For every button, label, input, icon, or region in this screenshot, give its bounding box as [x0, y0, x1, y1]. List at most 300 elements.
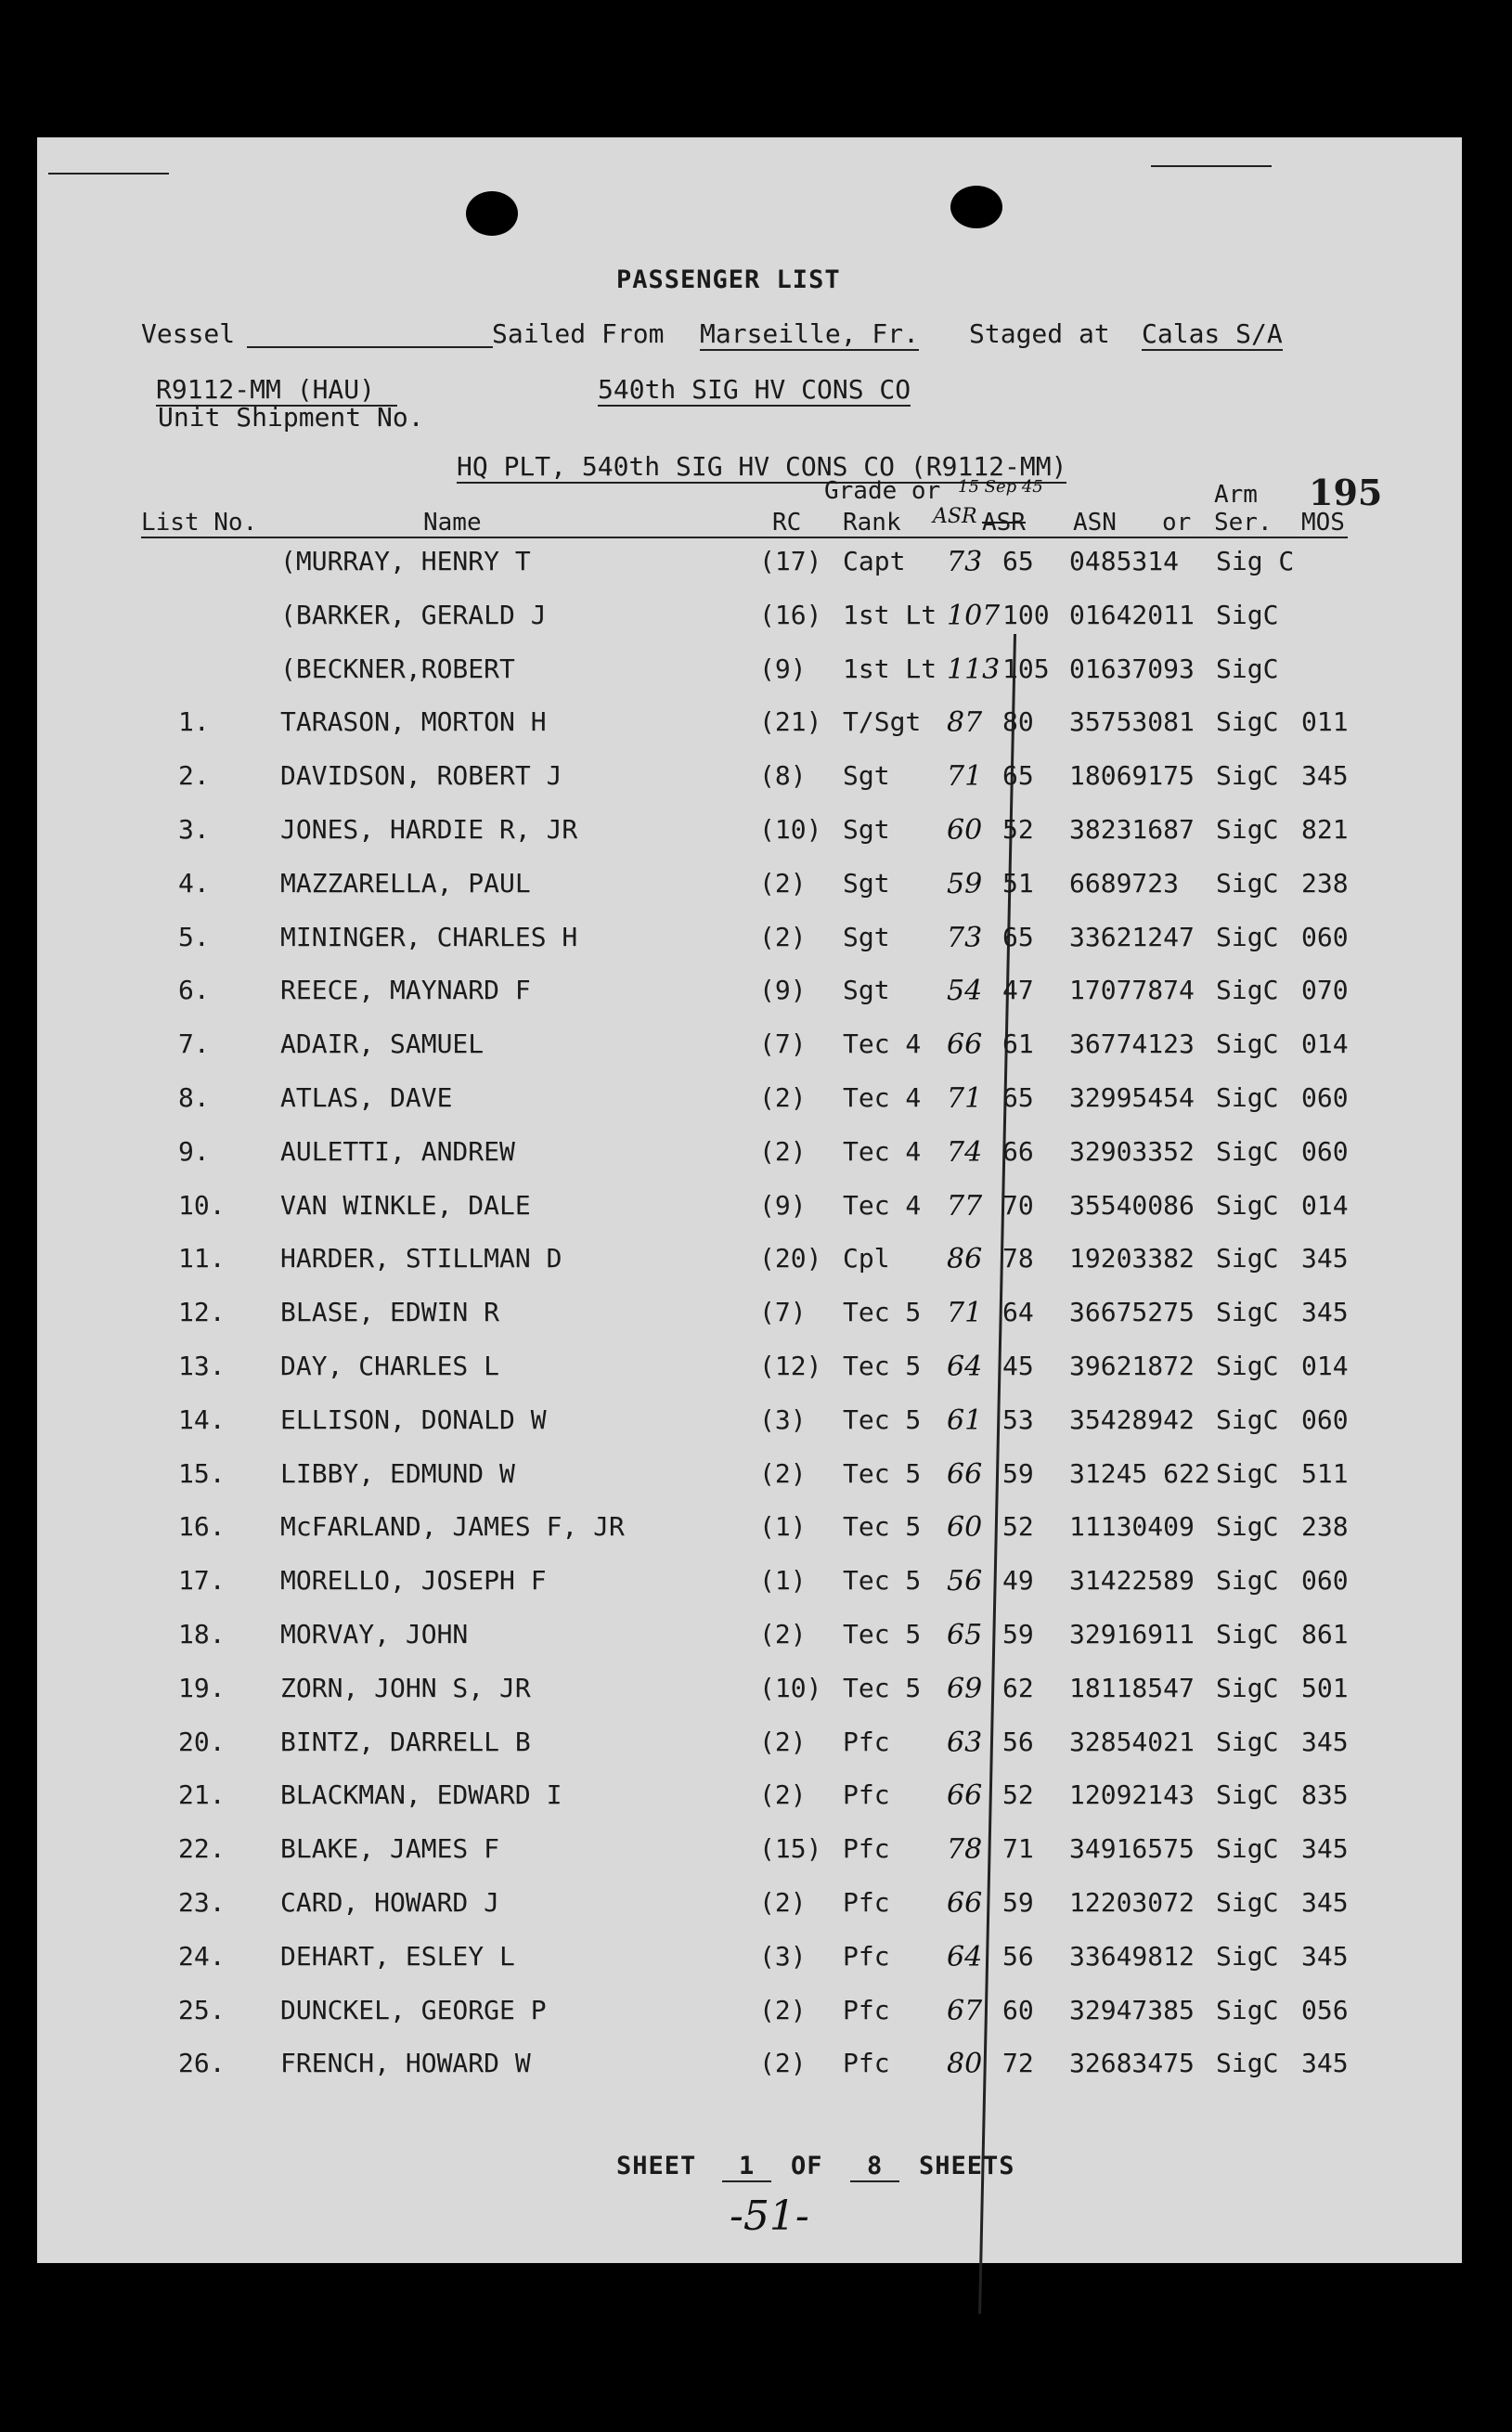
row-name: ELLISON, DONALD W — [280, 1404, 547, 1435]
row-arm: SigC — [1216, 1135, 1279, 1167]
row-name: CARD, HOWARD J — [280, 1887, 500, 1918]
table-row — [37, 1190, 1462, 1227]
row-rc: (2) — [759, 1779, 807, 1811]
row-name: ZORN, JOHN S, JR — [280, 1672, 531, 1703]
row-asr-handwritten: 66 — [947, 1779, 983, 1813]
row-name: MORVAY, JOHN — [280, 1619, 469, 1649]
row-asr-handwritten: 107 — [947, 599, 1001, 632]
row-rc: (1) — [759, 1511, 807, 1543]
row-rc: (2) — [759, 1887, 807, 1918]
row-arm: SigC — [1216, 1351, 1279, 1381]
row-rc: (3) — [759, 1940, 807, 1972]
row-rank: Pfc — [843, 1887, 890, 1918]
row-rank: Tec 4 — [843, 1028, 922, 1060]
row-asn: 36774123 — [1069, 1028, 1195, 1060]
row-asr: 52 — [1002, 1779, 1034, 1811]
row-asr-handwritten: 66 — [947, 1457, 983, 1491]
row-rank: Pfc — [843, 2048, 890, 2079]
row-asr: 47 — [1002, 975, 1034, 1006]
row-rc: (2) — [759, 867, 807, 899]
row-name: MAZZARELLA, PAUL — [280, 867, 531, 899]
sailed-from-value: Marseille, Fr. — [700, 318, 920, 349]
row-mos: 501 — [1301, 1672, 1349, 1703]
row-asn: 38231687 — [1069, 814, 1195, 845]
col-header-arm-top: Arm — [1214, 481, 1258, 509]
row-rank: Pfc — [843, 1994, 890, 2025]
col-header-list-no: List No. — [141, 509, 258, 537]
table-row — [37, 1995, 1462, 2032]
row-asr-handwritten: 63 — [947, 1726, 983, 1759]
row-asr: 52 — [1002, 1511, 1034, 1543]
row-asn: 31422589 — [1069, 1565, 1195, 1597]
row-asn: 12203072 — [1069, 1887, 1195, 1918]
table-row — [37, 653, 1462, 691]
row-rc: (12) — [759, 1351, 822, 1381]
row-rc: (21) — [759, 706, 822, 738]
row-name: DEHART, ESLEY L — [280, 1940, 515, 1972]
row-rc: (2) — [759, 1135, 807, 1167]
unit-shipment-label: Unit Shipment No. — [158, 402, 424, 433]
row-list-number: 5. — [178, 921, 210, 952]
header-rule — [141, 537, 1348, 538]
row-arm: SigC — [1216, 2048, 1279, 2079]
row-asn: 17077874 — [1069, 975, 1195, 1006]
row-name: BLASE, EDWIN R — [280, 1297, 500, 1328]
row-asr: 105 — [1002, 653, 1050, 684]
row-asr-handwritten: 67 — [947, 1994, 983, 2027]
row-list-number: 10. — [178, 1189, 226, 1221]
row-mos: 011 — [1301, 706, 1349, 738]
vessel-blank-line — [247, 346, 493, 348]
row-mos: 511 — [1301, 1457, 1349, 1489]
row-list-number: 23. — [178, 1887, 226, 1918]
row-asn: 11130409 — [1069, 1511, 1195, 1543]
row-name: ADAIR, SAMUEL — [280, 1028, 485, 1060]
row-list-number: 17. — [178, 1565, 226, 1597]
row-asr-handwritten: 54 — [947, 975, 983, 1008]
row-mos: 060 — [1301, 1135, 1349, 1167]
row-name: BLACKMAN, EDWARD I — [280, 1779, 562, 1811]
row-arm: SigC — [1216, 1404, 1279, 1435]
row-rank: Pfc — [843, 1779, 890, 1811]
table-row — [37, 1082, 1462, 1119]
row-rc: (7) — [759, 1028, 807, 1060]
row-asr: 70 — [1002, 1189, 1034, 1221]
row-asr: 72 — [1002, 2048, 1034, 2079]
row-rc: (1) — [759, 1565, 807, 1597]
table-row — [37, 975, 1462, 1012]
row-rank: Pfc — [843, 1726, 890, 1757]
row-asr-handwritten: 69 — [947, 1672, 983, 1705]
row-asr: 56 — [1002, 1726, 1034, 1757]
row-asr: 59 — [1002, 1619, 1034, 1649]
row-rank: Sgt — [843, 814, 890, 845]
row-name: AULETTI, ANDREW — [280, 1135, 515, 1167]
row-asr-handwritten: 64 — [947, 1351, 983, 1383]
row-asn: 36675275 — [1069, 1297, 1195, 1328]
row-asn: 35540086 — [1069, 1189, 1195, 1221]
row-asn: 32947385 — [1069, 1994, 1195, 2025]
row-name: LIBBY, EDMUND W — [280, 1457, 515, 1489]
row-asr: 61 — [1002, 1028, 1034, 1060]
row-mos: 060 — [1301, 921, 1349, 952]
row-arm: SigC — [1216, 1457, 1279, 1489]
row-rc: (2) — [759, 2048, 807, 2079]
row-asn: 32995454 — [1069, 1082, 1195, 1113]
row-mos: 060 — [1301, 1404, 1349, 1435]
row-mos: 056 — [1301, 1994, 1349, 2025]
row-arm: SigC — [1216, 1672, 1279, 1703]
table-row — [37, 706, 1462, 744]
row-arm: SigC — [1216, 1297, 1279, 1328]
row-rc: (2) — [759, 1082, 807, 1113]
row-asr: 60 — [1002, 1994, 1034, 2025]
row-list-number: 4. — [178, 867, 210, 899]
row-name: McFARLAND, JAMES F, JR — [280, 1511, 625, 1543]
row-rank: Sgt — [843, 867, 890, 899]
row-name: (MURRAY, HENRY T — [280, 546, 531, 576]
handwritten-page-number: -51- — [730, 2193, 809, 2240]
row-asr-handwritten: 113 — [947, 653, 1001, 686]
row-asn: 6689723 — [1069, 867, 1180, 899]
row-name: MININGER, CHARLES H — [280, 921, 578, 952]
of-label: OF — [791, 2152, 823, 2180]
row-rank: Tec 4 — [843, 1135, 922, 1167]
row-rc: (9) — [759, 653, 807, 684]
row-list-number: 14. — [178, 1404, 226, 1435]
row-asr-handwritten: 65 — [947, 1619, 983, 1651]
row-arm: SigC — [1216, 599, 1279, 630]
row-name: REECE, MAYNARD F — [280, 975, 531, 1006]
row-asr: 59 — [1002, 1887, 1034, 1918]
table-row — [37, 1727, 1462, 1764]
punch-hole-left — [466, 191, 518, 236]
row-asr-handwritten: 60 — [947, 814, 983, 847]
row-rc: (2) — [759, 1457, 807, 1489]
row-asr: 52 — [1002, 814, 1034, 845]
row-asr-handwritten: 71 — [947, 760, 983, 794]
row-rc: (9) — [759, 975, 807, 1006]
col-header-or: or — [1162, 509, 1192, 537]
document-page — [37, 137, 1462, 2263]
row-arm: SigC — [1216, 1833, 1279, 1865]
row-rank: Cpl — [843, 1243, 890, 1274]
row-name: DAVIDSON, ROBERT J — [280, 760, 562, 792]
row-mos: 014 — [1301, 1351, 1349, 1381]
col-header-rank: Rank — [843, 509, 901, 537]
sheets-label: SHEETS — [919, 2152, 1015, 2180]
row-rc: (7) — [759, 1297, 807, 1328]
row-arm: SigC — [1216, 1779, 1279, 1811]
row-asr-handwritten: 87 — [947, 706, 983, 740]
table-row — [37, 600, 1462, 637]
row-mos: 345 — [1301, 760, 1349, 792]
sailed-from-label: Sailed From — [492, 318, 665, 349]
row-rc: (20) — [759, 1243, 822, 1274]
punch-hole-right — [950, 186, 1002, 228]
row-list-number: 6. — [178, 975, 210, 1006]
row-rank: Tec 5 — [843, 1351, 922, 1381]
row-mos: 014 — [1301, 1189, 1349, 1221]
row-list-number: 20. — [178, 1726, 226, 1757]
col-header-grade-top: Grade or — [824, 477, 941, 505]
row-arm: SigC — [1216, 975, 1279, 1006]
row-arm: SigC — [1216, 1940, 1279, 1972]
table-row — [37, 1458, 1462, 1495]
row-name: DAY, CHARLES L — [280, 1351, 500, 1381]
row-asr: 65 — [1002, 760, 1034, 792]
row-arm: SigC — [1216, 1082, 1279, 1113]
row-name: BINTZ, DARRELL B — [280, 1726, 531, 1757]
row-arm: SigC — [1216, 1511, 1279, 1543]
row-rank: T/Sgt — [843, 706, 922, 738]
row-asn: 39621872 — [1069, 1351, 1195, 1381]
row-asr-handwritten: 59 — [947, 867, 983, 900]
row-rank: 1st Lt — [843, 653, 937, 684]
row-rank: Sgt — [843, 921, 890, 952]
row-name: MORELLO, JOSEPH F — [280, 1565, 547, 1597]
vessel-label: Vessel — [141, 318, 236, 349]
row-arm: SigC — [1216, 706, 1279, 738]
row-asr-handwritten: 78 — [947, 1833, 983, 1867]
table-row — [37, 1404, 1462, 1442]
table-row — [37, 1833, 1462, 1870]
row-mos: 238 — [1301, 867, 1349, 899]
row-mos: 345 — [1301, 1297, 1349, 1328]
row-list-number: 24. — [178, 1940, 226, 1972]
row-asr-handwritten: 66 — [947, 1028, 983, 1062]
row-name: DUNCKEL, GEORGE P — [280, 1994, 547, 2025]
page-number: 195 — [1309, 472, 1383, 513]
shipment-number: R9112-MM (HAU) — [156, 374, 397, 407]
row-list-number: 12. — [178, 1297, 226, 1328]
row-list-number: 9. — [178, 1135, 210, 1167]
row-arm: SigC — [1216, 1619, 1279, 1649]
row-asr: 59 — [1002, 1457, 1034, 1489]
row-asr: 65 — [1002, 921, 1034, 952]
corner-mark-left — [48, 173, 169, 175]
row-list-number: 13. — [178, 1351, 226, 1381]
row-asr-handwritten: 73 — [947, 546, 983, 578]
row-name: (BARKER, GERALD J — [280, 599, 547, 630]
row-name: ATLAS, DAVE — [280, 1082, 453, 1113]
row-arm: SigC — [1216, 1189, 1279, 1221]
row-asr: 100 — [1002, 599, 1050, 630]
row-list-number: 8. — [178, 1082, 210, 1113]
table-row — [37, 922, 1462, 959]
table-row — [37, 1619, 1462, 1656]
row-rc: (2) — [759, 921, 807, 952]
row-arm: SigC — [1216, 921, 1279, 952]
total-sheets: 8 — [850, 2152, 899, 2182]
table-row — [37, 1941, 1462, 1978]
row-asr-handwritten: 61 — [947, 1404, 983, 1437]
row-rank: Sgt — [843, 760, 890, 792]
row-name: JONES, HARDIE R, JR — [280, 814, 578, 845]
col-header-rc: RC — [772, 509, 802, 537]
row-mos: 060 — [1301, 1082, 1349, 1113]
table-row — [37, 1887, 1462, 1924]
row-asn: 01637093 — [1069, 653, 1195, 684]
row-rc: (2) — [759, 1994, 807, 2025]
row-asr-handwritten: 60 — [947, 1511, 983, 1545]
row-list-number: 25. — [178, 1994, 226, 2025]
row-rc: (2) — [759, 1619, 807, 1649]
row-mos: 345 — [1301, 1887, 1349, 1918]
row-asn: 32916911 — [1069, 1619, 1195, 1649]
row-arm: SigC — [1216, 760, 1279, 792]
row-arm: SigC — [1216, 1726, 1279, 1757]
table-row — [37, 2048, 1462, 2085]
row-list-number: 22. — [178, 1833, 226, 1865]
row-asr-handwritten: 86 — [947, 1243, 983, 1276]
row-asn: 35753081 — [1069, 706, 1195, 738]
table-row — [37, 1565, 1462, 1602]
row-name: FRENCH, HOWARD W — [280, 2048, 531, 2079]
row-rc: (8) — [759, 760, 807, 792]
row-rc: (3) — [759, 1404, 807, 1435]
row-asr: 64 — [1002, 1297, 1034, 1328]
row-mos: 345 — [1301, 1243, 1349, 1274]
row-mos: 345 — [1301, 1726, 1349, 1757]
row-asr-handwritten: 66 — [947, 1887, 983, 1920]
row-asr-handwritten: 73 — [947, 921, 983, 954]
row-rank: Tec 4 — [843, 1082, 922, 1113]
row-asr: 65 — [1002, 546, 1034, 576]
table-row — [37, 1297, 1462, 1334]
row-mos: 835 — [1301, 1779, 1349, 1811]
row-asn: 32903352 — [1069, 1135, 1195, 1167]
row-name: HARDER, STILLMAN D — [280, 1243, 562, 1274]
row-rank: Tec 5 — [843, 1404, 922, 1435]
row-list-number: 18. — [178, 1619, 226, 1649]
table-row — [37, 814, 1462, 851]
table-row — [37, 1136, 1462, 1173]
row-mos: 861 — [1301, 1619, 1349, 1649]
row-arm: SigC — [1216, 1565, 1279, 1597]
row-mos: 821 — [1301, 814, 1349, 845]
row-asr: 51 — [1002, 867, 1034, 899]
row-rank: Capt — [843, 546, 906, 576]
row-arm: Sig C — [1216, 546, 1295, 576]
row-asr: 65 — [1002, 1082, 1034, 1113]
row-rank: Pfc — [843, 1940, 890, 1972]
row-rank: Tec 5 — [843, 1297, 922, 1328]
document-title: PASSENGER LIST — [616, 265, 841, 294]
table-row — [37, 1673, 1462, 1710]
row-name: VAN WINKLE, DALE — [280, 1189, 531, 1221]
row-asr: 62 — [1002, 1672, 1034, 1703]
row-rank: Pfc — [843, 1833, 890, 1865]
row-arm: SigC — [1216, 867, 1279, 899]
row-mos: 345 — [1301, 1833, 1349, 1865]
col-header-arm-bottom: Ser. — [1214, 509, 1273, 537]
row-list-number: 21. — [178, 1779, 226, 1811]
staged-at-value: Calas S/A — [1142, 318, 1283, 349]
row-asr-handwritten: 71 — [947, 1297, 983, 1330]
row-asr-handwritten: 71 — [947, 1082, 983, 1115]
table-row — [37, 546, 1462, 583]
sheet-number: 1 — [722, 2152, 771, 2182]
table-row — [37, 1028, 1462, 1066]
row-list-number: 26. — [178, 2048, 226, 2079]
col-header-asr-handwritten: ASR — [933, 505, 977, 528]
row-rank: Tec 5 — [843, 1511, 922, 1543]
row-asn: 32854021 — [1069, 1726, 1195, 1757]
row-list-number: 3. — [178, 814, 210, 845]
row-rank: Tec 5 — [843, 1672, 922, 1703]
row-rank: Tec 5 — [843, 1619, 922, 1649]
table-row — [37, 1243, 1462, 1280]
row-asr: 53 — [1002, 1404, 1034, 1435]
table-row — [37, 868, 1462, 905]
row-asn: 0485314 — [1069, 546, 1180, 576]
row-asn: 33649812 — [1069, 1940, 1195, 1972]
row-asr: 56 — [1002, 1940, 1034, 1972]
row-list-number: 19. — [178, 1672, 226, 1703]
row-rank: Tec 5 — [843, 1457, 922, 1489]
row-asr: 49 — [1002, 1565, 1034, 1597]
row-list-number: 15. — [178, 1457, 226, 1489]
row-mos: 238 — [1301, 1511, 1349, 1543]
row-rank: Sgt — [843, 975, 890, 1006]
row-asr-handwritten: 56 — [947, 1565, 983, 1598]
row-asn: 31245 622 — [1069, 1457, 1210, 1489]
row-rank: Tec 5 — [843, 1565, 922, 1597]
row-rc: (9) — [759, 1189, 807, 1221]
row-asn: 12092143 — [1069, 1779, 1195, 1811]
row-asn: 32683475 — [1069, 2048, 1195, 2079]
row-asr: 45 — [1002, 1351, 1034, 1381]
row-rc: (16) — [759, 599, 822, 630]
col-header-asn: ASN — [1073, 509, 1117, 537]
row-name: BLAKE, JAMES F — [280, 1833, 500, 1865]
row-asr: 80 — [1002, 706, 1034, 738]
row-asn: 18069175 — [1069, 760, 1195, 792]
row-mos: 345 — [1301, 2048, 1349, 2079]
row-asn: 19203382 — [1069, 1243, 1195, 1274]
table-row — [37, 1779, 1462, 1817]
staged-at-label: Staged at — [969, 318, 1110, 349]
row-arm: SigC — [1216, 1028, 1279, 1060]
corner-mark-right — [1151, 165, 1272, 167]
row-mos: 014 — [1301, 1028, 1349, 1060]
row-list-number: 2. — [178, 760, 210, 792]
row-name: TARASON, MORTON H — [280, 706, 547, 738]
table-row — [37, 1511, 1462, 1548]
row-asr-handwritten: 64 — [947, 1940, 983, 1973]
row-asn: 01642011 — [1069, 599, 1195, 630]
row-arm: SigC — [1216, 1243, 1279, 1274]
handwritten-date: 15 Sep 45 — [958, 477, 1043, 497]
row-rc: (15) — [759, 1833, 822, 1865]
col-header-asr-struck: ASR — [982, 509, 1026, 537]
row-asr-handwritten: 80 — [947, 2048, 983, 2081]
row-asr-handwritten: 74 — [947, 1135, 983, 1169]
row-list-number: 7. — [178, 1028, 210, 1060]
row-list-number: 11. — [178, 1243, 226, 1274]
row-rc: (10) — [759, 814, 822, 845]
row-list-number: 16. — [178, 1511, 226, 1543]
row-asn: 34916575 — [1069, 1833, 1195, 1865]
col-header-mos: MOS — [1301, 509, 1345, 537]
row-arm: SigC — [1216, 814, 1279, 845]
section-title: HQ PLT, 540th SIG HV CONS CO (R9112-MM) — [457, 451, 1067, 482]
row-mos: 060 — [1301, 1565, 1349, 1597]
row-name: (BECKNER,ROBERT — [280, 653, 515, 684]
row-arm: SigC — [1216, 1887, 1279, 1918]
row-rc: (10) — [759, 1672, 822, 1703]
